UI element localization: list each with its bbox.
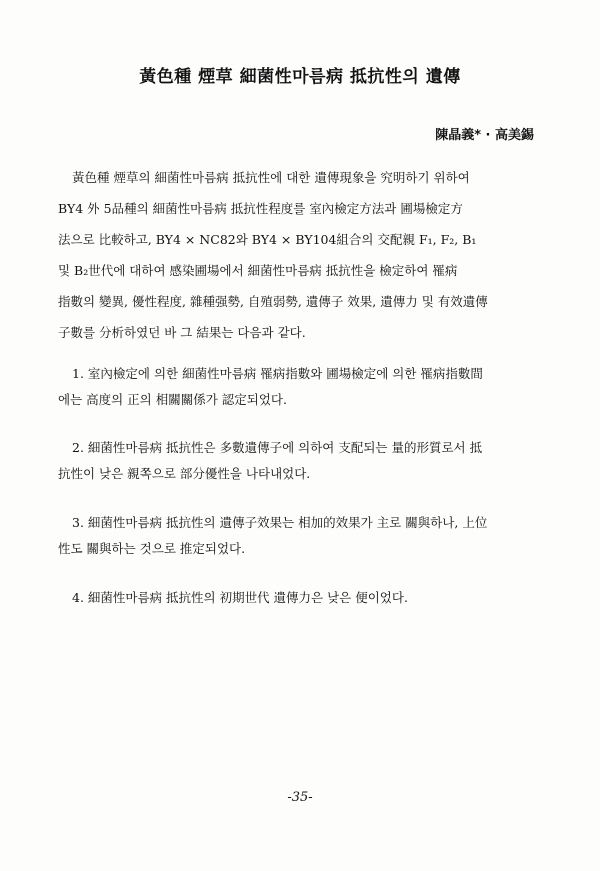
abstract-line: 黃色種 煙草의 細菌性마름病 抵抗性에 대한 遺傳現象을 究明하기 위하여 [72, 170, 470, 185]
finding-item-4 [58, 588, 544, 614]
abstract-line: 및 B₂世代에 대하여 感染圃場에서 細菌性마름病 抵抗性을 檢定하여 罹病 [58, 263, 458, 278]
finding-item-2 [58, 438, 544, 490]
page-number: -35- [287, 790, 313, 805]
abstract-line: 指數의 變異, 優性程度, 雜種强勢, 自殖弱勢, 遺傳子 效果, 遺傳力 및 有效遺傳 [58, 294, 488, 309]
finding-line: 3. 細菌性마름病 抵抗性의 遺傳子效果는 相加的效果가 主로 關與하나, 上位 [72, 515, 488, 530]
author-line: 陳晶義* · 高美錫 [435, 128, 534, 143]
finding-item-1 [58, 364, 544, 416]
finding-line: 에는 高度의 正의 相關關係가 認定되었다. [58, 392, 287, 407]
finding-line: 性도 關與하는 것으로 推定되었다. [58, 541, 246, 556]
finding-line: 4. 細菌性마름病 抵抗性의 初期世代 遺傳力은 낮은 便이었다. [72, 590, 408, 605]
abstract-line: BY4 外 5品種의 細菌性마름病 抵抗性程度를 室內檢定方法과 圃場檢定方 [58, 201, 463, 216]
finding-line: 2. 細菌性마름病 抵抗性은 多數遺傳子에 의하여 支配되는 量的形質로서 抵 [72, 440, 483, 455]
finding-item-3 [58, 513, 544, 565]
finding-line: 1. 室內檢定에 의한 細菌性마름病 罹病指數와 圃場檢定에 의한 罹病指數間 [72, 366, 483, 381]
abstract-paragraph [58, 168, 544, 354]
paper-title: 黃色種 煙草 細菌性마름病 抵抗性의 遺傳 [139, 67, 461, 87]
abstract-line: 法으로 比較하고, BY4 × NC82와 BY4 × BY104組合의 交配親 F₁, F₂, B₁ [58, 232, 477, 247]
abstract-line: 子數를 分析하였던 바 그 結果는 다음과 같다. [58, 325, 306, 340]
finding-line: 抗性이 낮은 親쪽으로 部分優性을 나타내었다. [58, 466, 311, 481]
